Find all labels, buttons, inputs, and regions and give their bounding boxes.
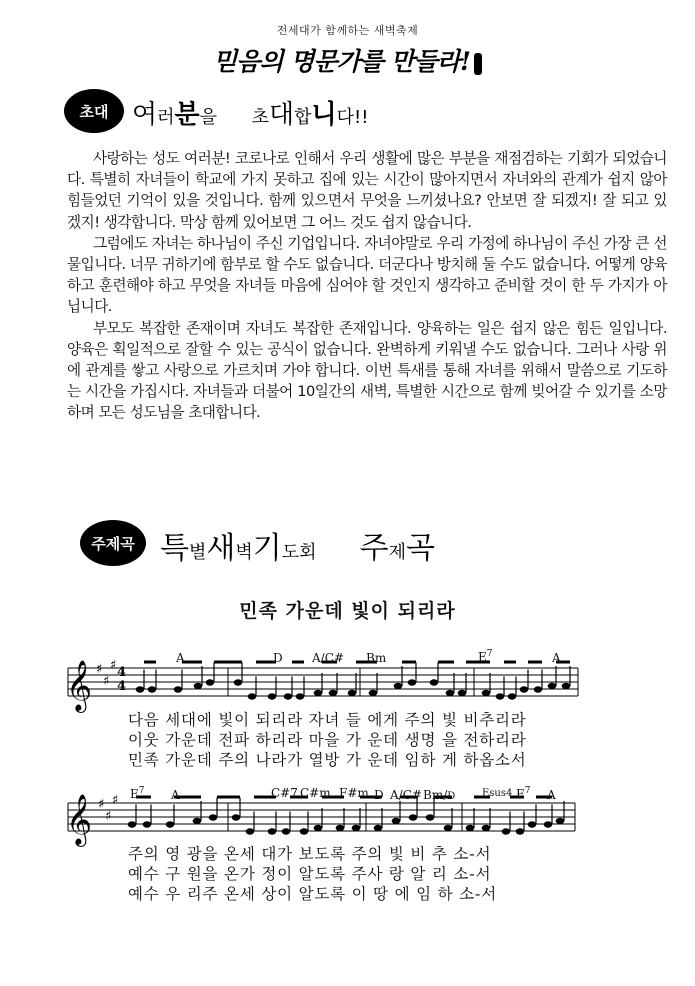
- note-head: [282, 828, 291, 834]
- note-head: [194, 683, 203, 689]
- note-head: [348, 690, 357, 696]
- note-head: [444, 825, 453, 831]
- note-head: [246, 828, 255, 834]
- chord: C#7: [271, 786, 298, 800]
- heading-part: 니: [311, 100, 337, 130]
- chord: [516, 786, 531, 801]
- chord-bass: D: [447, 791, 456, 802]
- note-head: [148, 686, 157, 692]
- note-head: [562, 683, 571, 689]
- note-head: [248, 693, 257, 699]
- lyric-line: 이웃 가운데 전파 하리라 마을 가 운데 생명 을 전하리라: [128, 731, 527, 749]
- note-head: [482, 690, 491, 696]
- note-head: [502, 828, 511, 834]
- note-head: [544, 821, 553, 827]
- heading-part: 도: [281, 542, 300, 563]
- note-head: [296, 693, 305, 699]
- note-head: [232, 814, 241, 820]
- chord-root: E: [478, 650, 487, 664]
- sharp-icon: ♯: [110, 658, 117, 673]
- note-head: [409, 814, 418, 820]
- note-head: [329, 690, 338, 696]
- invite-badge: 초대: [64, 89, 124, 133]
- heading-part: 회: [299, 542, 317, 563]
- note-head: [466, 825, 475, 831]
- heading-part: 새: [206, 531, 236, 566]
- chord-root: Bm/: [423, 788, 448, 802]
- heading-part: 대: [268, 100, 295, 130]
- chord: Bm: [366, 651, 387, 665]
- note-head: [300, 828, 309, 834]
- heading-part: 벽: [235, 542, 253, 563]
- sharp-icon: ♯: [96, 662, 103, 677]
- song-title: 민족 가운데 빛이 되리라: [239, 600, 456, 622]
- chord: A: [547, 788, 556, 802]
- sharp-icon: ♯: [103, 674, 110, 689]
- heading-part: 기: [252, 531, 282, 566]
- note-head: [508, 693, 517, 699]
- note-head: [336, 825, 345, 831]
- sharp-icon: ♯: [112, 793, 119, 808]
- note-head: [174, 686, 183, 692]
- note-head: [234, 679, 243, 685]
- sharp-icon: ♯: [98, 797, 105, 812]
- note-head: [284, 693, 293, 699]
- heading-part: 주: [359, 531, 389, 566]
- note-head: [430, 679, 439, 685]
- chord-root: E: [516, 787, 525, 801]
- lyric-line: 다음 세대에 빛이 되리라 자녀 들 에게 주의 빛 비추리라: [128, 711, 527, 729]
- note-head: [143, 821, 152, 827]
- intro-paragraph: 그럼에도 자녀는 하나님이 주신 기업입니다. 자녀야말로 우리 가정에 하나님이 주신 가장 큰 선물입니다. 너무 귀하기에 함부로 할 수도 없습니다. 더군다나 방치해 둘 수도 없습니다. 어떻게 양육하고 훈련해야 하고 무엇을 자녀들 마음에 심어야 할 것인지 생각하고 준비할 것이 한 두 가지가 아닙니다.: [67, 234, 667, 316]
- note-head: [128, 821, 137, 827]
- note-head: [548, 683, 557, 689]
- chord-extension: 7: [138, 786, 145, 796]
- heading-part: 을: [199, 107, 218, 128]
- chord: A: [176, 651, 185, 665]
- intro-paragraph: 부모도 복잡한 존재이며 자녀도 복잡한 존재입니다. 양육하는 일은 쉽지 않은 힘든 일입니다. 양육은 획일적으로 잘할 수 있는 공식이 없습니다. 완벽하게 키워낼 수도 없습니다. 그러나 사랑 위에 관계를 쌓고 사랑으로 가르치며 가야 합니다. 이번 특새를 통해 자녀를 위해서 말씀으로 기도하는 시간을 가집시다. 자녀들과 더불어 10일간의 새벽, 특별한 시간으로 함께 빚어갈 수 있기를 소망하며 모든 성도님을 초대합니다.: [67, 319, 667, 422]
- treble-clef-icon: 𝄞: [66, 794, 93, 845]
- chord: A/C#: [312, 651, 344, 665]
- time-signature-bottom: 4: [117, 679, 127, 694]
- chord: A: [552, 651, 561, 665]
- theme-badge: 주제곡: [80, 520, 146, 566]
- heading-part: 제: [388, 542, 406, 563]
- note-head: [374, 825, 383, 831]
- chord: Esus4: [482, 788, 513, 799]
- time-signature-top: 4: [117, 665, 127, 680]
- chord: F#m: [339, 786, 369, 800]
- heading-part: 곡: [405, 531, 435, 566]
- chord: D: [273, 651, 283, 665]
- note-head: [534, 686, 543, 692]
- heading-part: 다!!: [336, 107, 369, 128]
- note-head: [166, 821, 175, 827]
- chord: A/C#: [390, 788, 422, 802]
- heading-part: 별: [188, 542, 207, 563]
- note-head: [528, 821, 537, 827]
- chord: [130, 786, 145, 801]
- lyric-line: 예수 우 리주 온세 상이 알도록 이 땅 에 임 하 소-서: [128, 885, 498, 903]
- note-head: [352, 825, 361, 831]
- heading-part: 러: [157, 107, 175, 128]
- note-head: [314, 825, 323, 831]
- chord: A: [171, 788, 180, 802]
- heading-part: 합: [294, 107, 312, 128]
- header-subtitle: 전세대가 함께하는 새벽축제: [276, 24, 419, 37]
- header-title-text: 믿음의 명문가를 만들라!: [213, 47, 470, 76]
- note-head: [193, 818, 202, 824]
- heading-part: 초: [251, 107, 269, 128]
- note-head: [394, 683, 403, 689]
- note-head: [136, 686, 145, 692]
- chord: [423, 788, 455, 802]
- note-head: [209, 814, 218, 820]
- note-head: [516, 828, 525, 834]
- chord-root: E: [130, 787, 139, 801]
- chord-extension: 7: [524, 786, 531, 796]
- chord: C#m: [300, 786, 331, 800]
- note-head: [314, 690, 323, 696]
- note-head: [458, 690, 467, 696]
- heading-part: 여: [132, 100, 158, 130]
- note-head: [520, 686, 529, 692]
- lyric-line: 주의 영 광을 온세 대가 보도록 주의 빛 비 추 소-서: [128, 845, 492, 863]
- note-head: [369, 690, 378, 696]
- note-head: [482, 825, 491, 831]
- note-head: [426, 814, 435, 820]
- note-head: [496, 693, 505, 699]
- lyric-line: 예수 구 원을 온가 정이 알도록 주사 랑 알 리 소-서: [128, 865, 492, 883]
- heading-part: 분: [174, 100, 200, 130]
- heading-part: 특: [160, 531, 189, 566]
- lyric-line: 민족 가운데 주의 나라가 열방 가 운데 임하 게 하옵소서: [128, 751, 527, 769]
- note-head: [268, 693, 277, 699]
- note-head: [392, 818, 401, 824]
- note-head: [206, 679, 215, 685]
- note-head: [556, 818, 565, 824]
- chord: D: [374, 788, 384, 802]
- note-head: [408, 679, 417, 685]
- treble-clef-icon: 𝄞: [66, 660, 93, 711]
- chord-extension: 7: [486, 649, 493, 659]
- intro-paragraph: 사랑하는 성도 여러분! 코로나로 인해서 우리 생활에 많은 부분을 재점검하는 기회가 되었습니다. 특별히 자녀들이 학교에 가지 못하고 집에 있는 시간이 많아지면서 자녀와의 관계가 쉽지 않아 힘들었던 기억이 있을 것입니다. 함께 있으면서 무엇을 느끼셨나요? 안보면 잘 되겠지! 잘 되고 있겠지! 생각합니다. 막상 함께 있어보면 그 어느 것도 쉽지 않습니다.: [67, 150, 667, 231]
- sharp-icon: ♯: [105, 809, 112, 824]
- note-head: [446, 690, 455, 696]
- chord: [478, 649, 493, 664]
- note-head: [268, 828, 277, 834]
